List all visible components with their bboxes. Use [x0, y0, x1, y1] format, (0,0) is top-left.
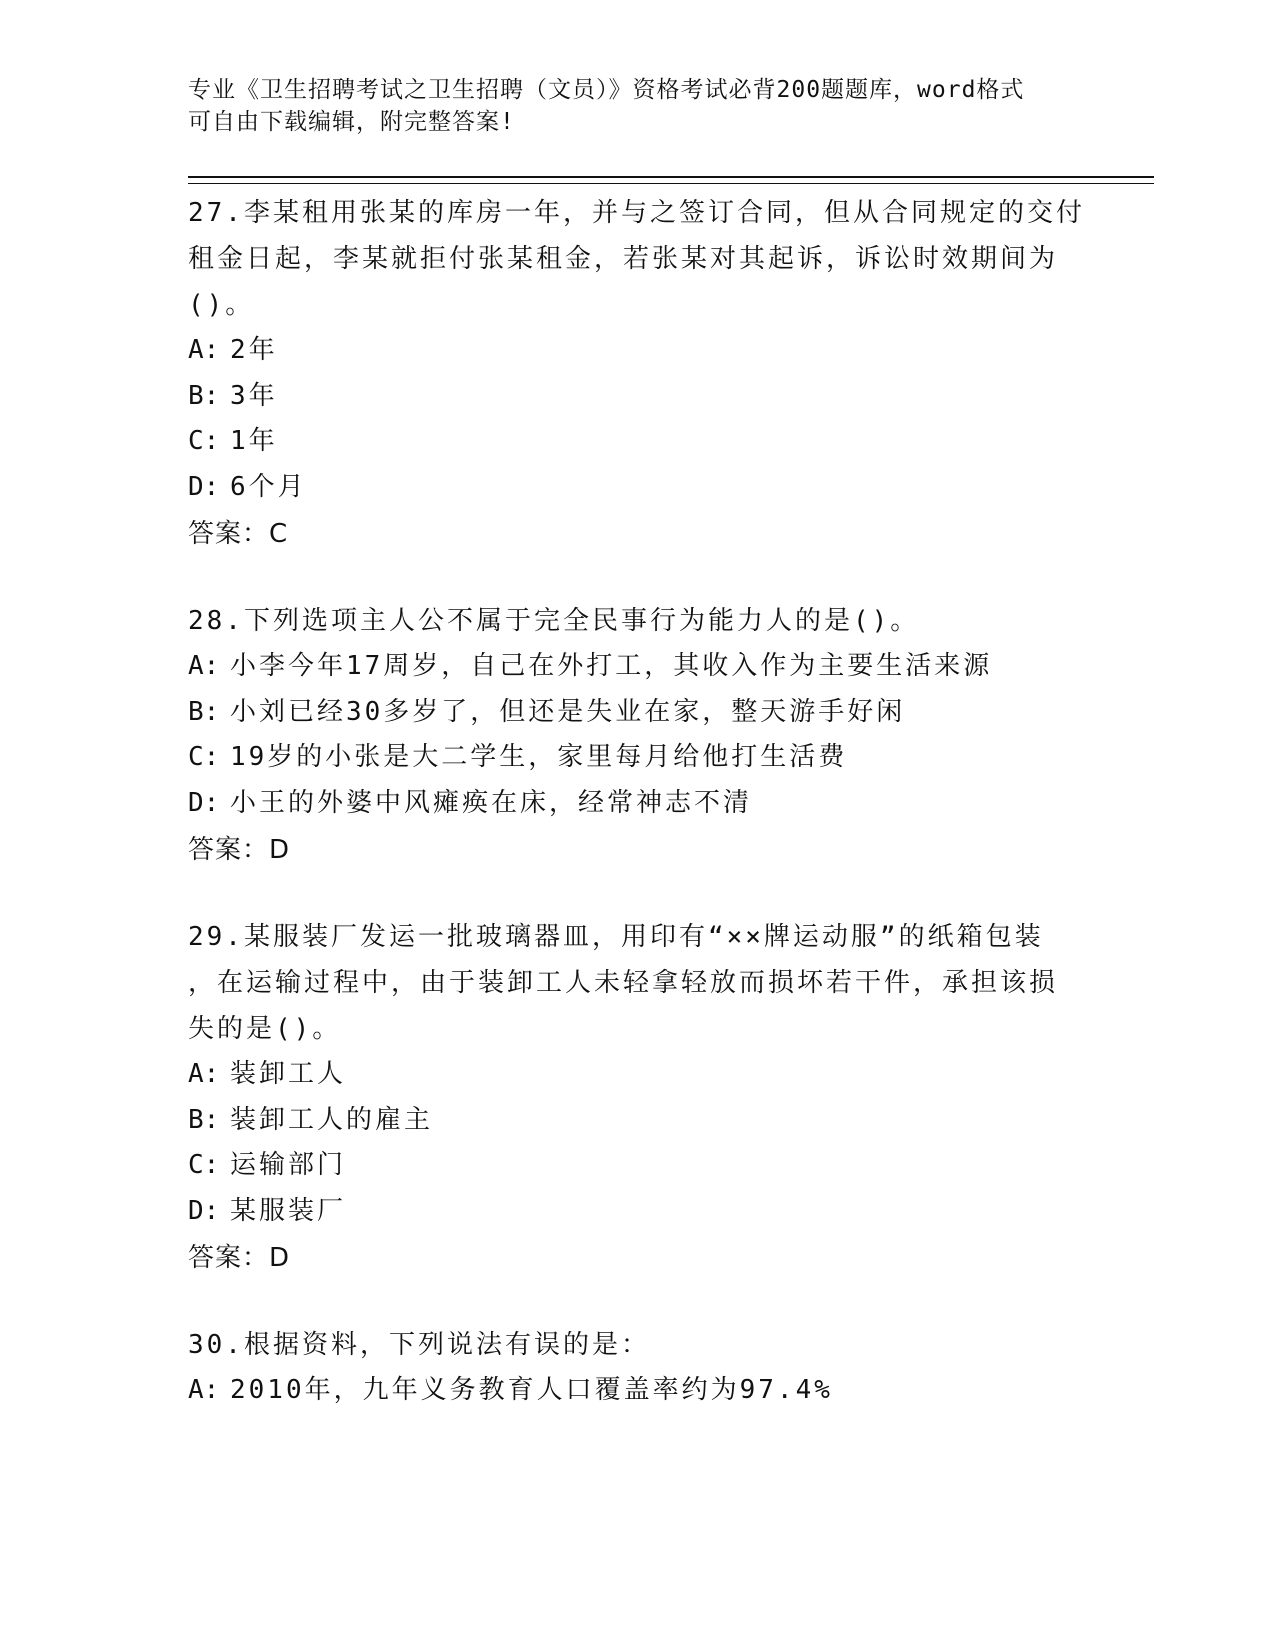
- option-text: 2年: [230, 335, 278, 365]
- option-letter: A:: [188, 651, 220, 681]
- option-text: 6个月: [230, 471, 307, 502]
- option-text: 装卸工人的雇主: [230, 1104, 434, 1135]
- option-a: [188, 1052, 1088, 1098]
- option-text: 2010年，九年义务教育人口覆盖率约为97.4%: [230, 1375, 833, 1405]
- question-27: [188, 190, 1088, 558]
- option-text: 小李今年17周岁，自己在外打工，其收入作为主要生活来源: [230, 651, 993, 681]
- option-a: [188, 328, 1088, 374]
- option-text: 某服装厂: [230, 1195, 347, 1226]
- question-stem-line: ，在运输过程中，由于装卸工人未轻拿轻放而损坏若干件，承担该损: [188, 968, 1059, 998]
- header-line-1: 专业《卫生招聘考试之卫生招聘（文员）》资格考试必背200题题库，word格式: [188, 77, 1025, 103]
- option-letter: C:: [188, 1150, 220, 1180]
- option-text: 小刘已经30多岁了，但还是失业在家，整天游手好闲: [230, 696, 906, 727]
- question-stem-line: 失的是()。: [188, 1014, 342, 1044]
- option-letter: D:: [188, 1195, 220, 1226]
- question-stem-line: ()。: [188, 290, 255, 320]
- option-letter: C:: [188, 426, 220, 456]
- answer-line: 答案：D: [188, 835, 291, 865]
- question-stem-line: 27.李某租用张某的库房一年，并与之签订合同，但从合同规定的交付: [188, 198, 1085, 228]
- option-text: 19岁的小张是大二学生，家里每月给他打生活费: [230, 742, 848, 772]
- option-letter: A:: [188, 1059, 220, 1089]
- question-stem-line: 租金日起，李某就拒付张某租金，若张某对其起诉，诉讼时效期间为: [188, 244, 1059, 274]
- header-divider-thin: [188, 183, 1154, 184]
- option-letter: B:: [188, 696, 220, 727]
- option-a: [188, 1368, 1088, 1414]
- option-c: [188, 1143, 1088, 1189]
- option-b: [188, 690, 1088, 736]
- option-letter: A:: [188, 335, 220, 365]
- option-letter: D:: [188, 787, 220, 818]
- option-d: [188, 781, 1088, 827]
- header-divider-thick: [188, 176, 1154, 178]
- option-text: 1年: [230, 426, 278, 456]
- question-30: [188, 1322, 1088, 1414]
- option-text: 3年: [230, 380, 278, 411]
- question-stem-line: 30.根据资料，下列说法有误的是：: [188, 1330, 650, 1360]
- option-letter: D:: [188, 471, 220, 502]
- option-d: [188, 1189, 1088, 1235]
- question-28: [188, 598, 1088, 874]
- option-b: [188, 374, 1088, 420]
- question-stem-line: 29.某服装厂发运一批玻璃器皿，用印有“××牌运动服”的纸箱包装: [188, 922, 1044, 952]
- question-list: [188, 190, 1088, 1454]
- option-b: [188, 1098, 1088, 1144]
- option-text: 小王的外婆中风瘫痪在床，经常神志不清: [230, 787, 753, 818]
- option-d: [188, 465, 1088, 511]
- option-letter: B:: [188, 1104, 220, 1135]
- option-text: 运输部门: [230, 1150, 347, 1180]
- document-header: [188, 74, 1068, 138]
- answer-line: 答案：D: [188, 1243, 291, 1273]
- question-29: [188, 914, 1088, 1282]
- option-c: [188, 735, 1088, 781]
- option-letter: C:: [188, 742, 220, 772]
- answer-line: 答案：C: [188, 519, 289, 549]
- option-letter: A:: [188, 1375, 220, 1405]
- option-letter: B:: [188, 380, 220, 411]
- option-a: [188, 644, 1088, 690]
- option-text: 装卸工人: [230, 1059, 347, 1089]
- option-c: [188, 419, 1088, 465]
- header-line-2: 可自由下载编辑，附完整答案!: [188, 109, 515, 135]
- question-stem-line: 28.下列选项主人公不属于完全民事行为能力人的是()。: [188, 606, 920, 636]
